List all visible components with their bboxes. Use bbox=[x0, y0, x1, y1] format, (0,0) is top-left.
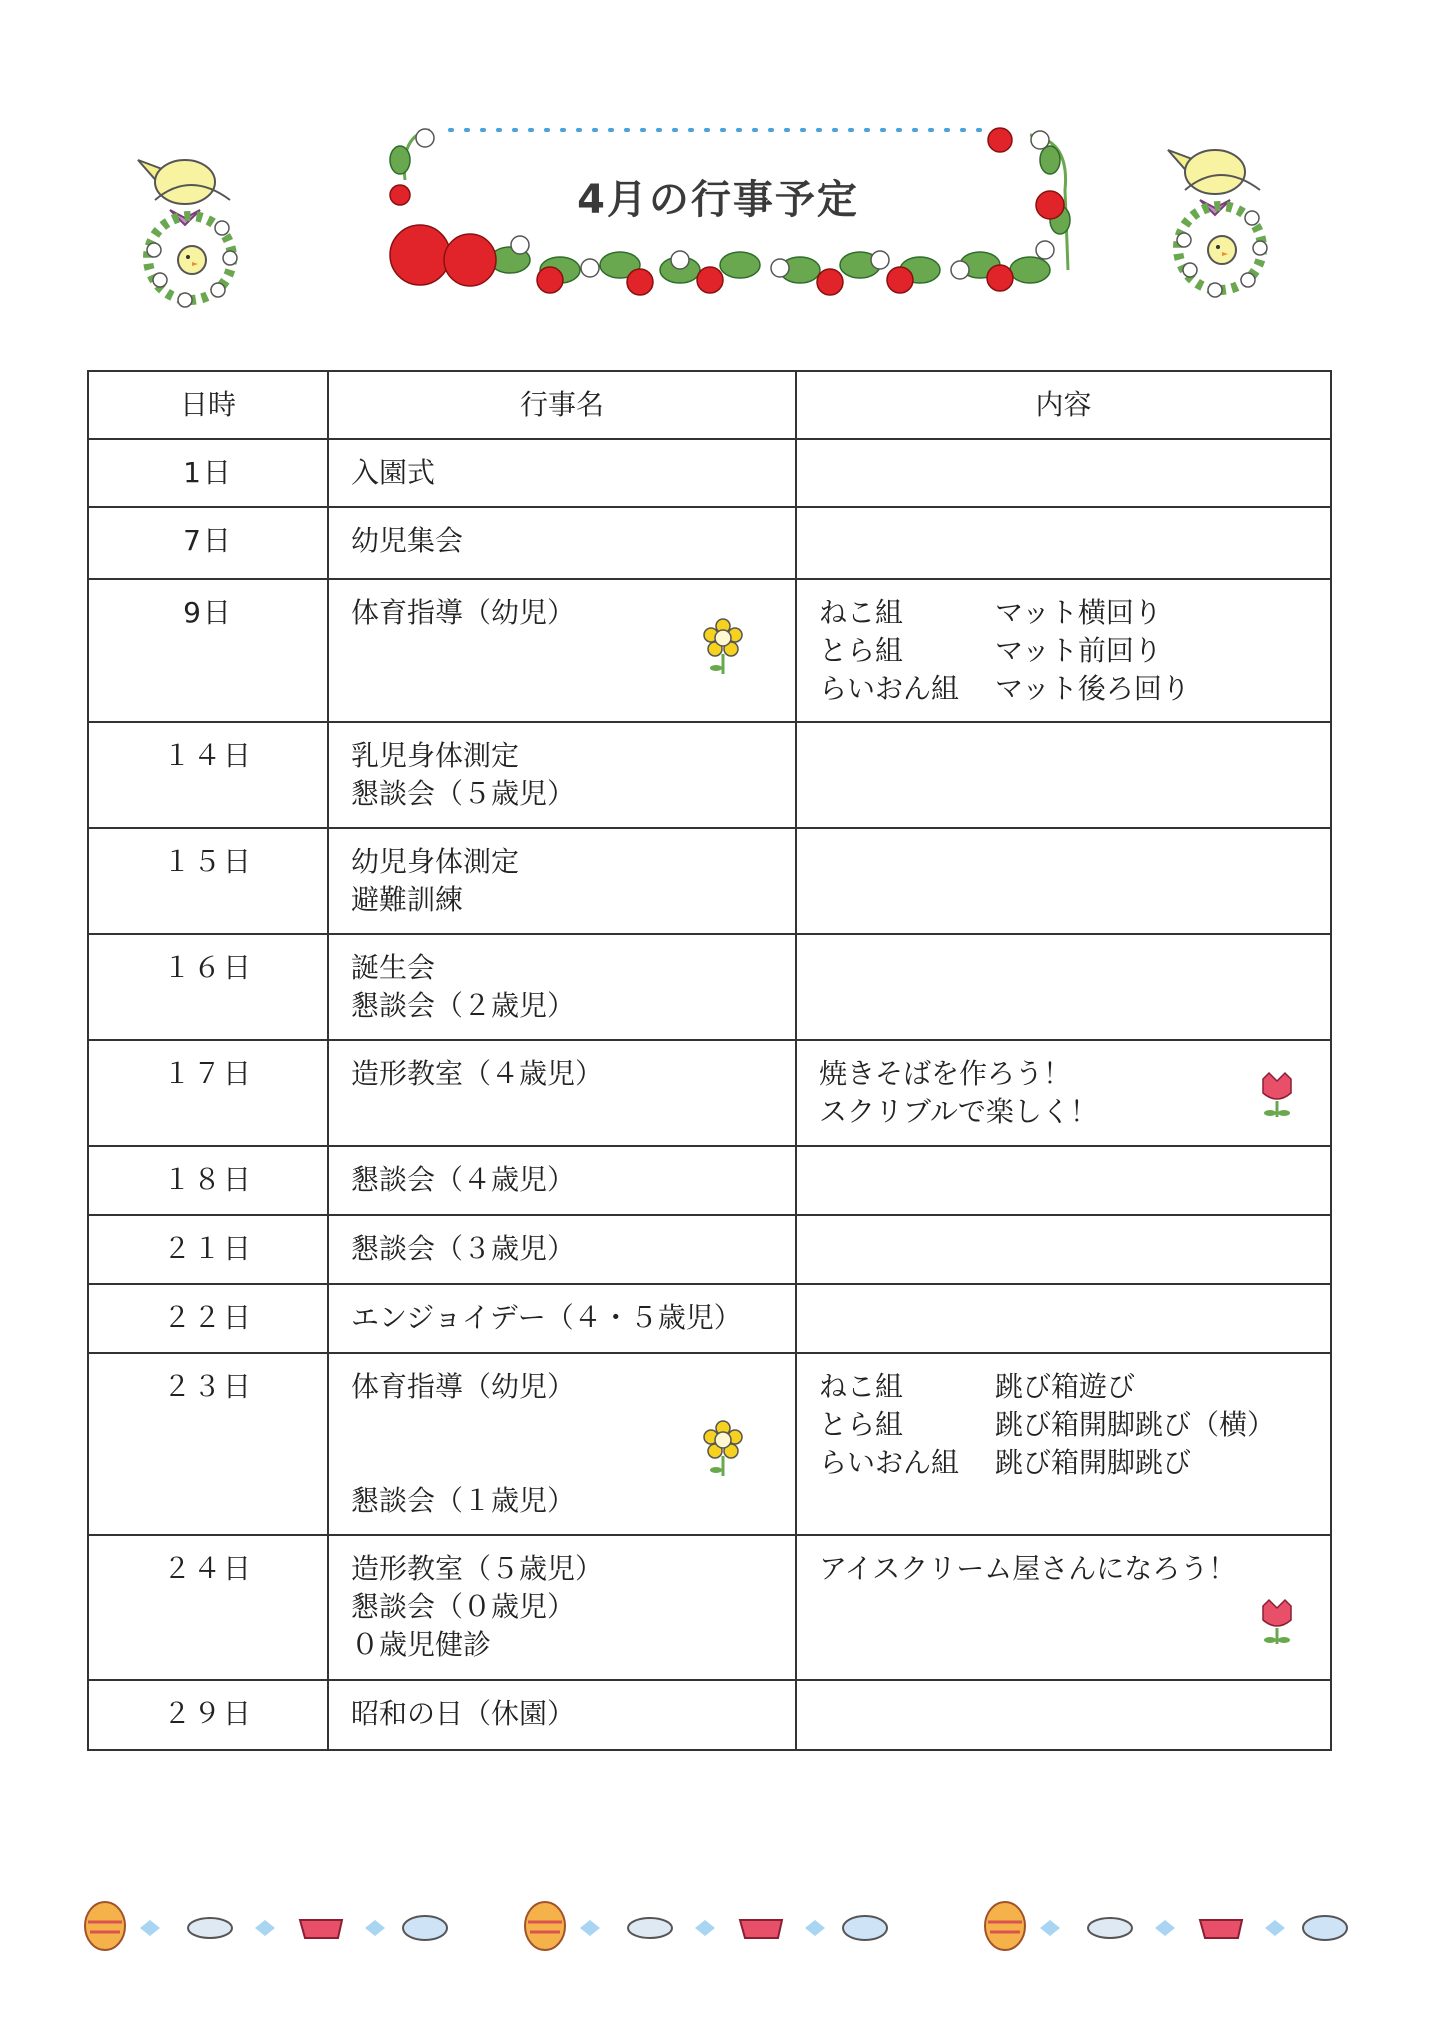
row-content bbox=[796, 439, 1331, 507]
row-content bbox=[796, 579, 1331, 722]
row-content bbox=[796, 1680, 1331, 1750]
row-date: １８日 bbox=[88, 1146, 328, 1215]
activity: 跳び箱開脚跳び bbox=[995, 1446, 1192, 1479]
table-row bbox=[88, 722, 1331, 828]
header-content: 内容 bbox=[796, 371, 1331, 439]
row-event bbox=[328, 1146, 796, 1215]
row-content bbox=[796, 1353, 1331, 1535]
content-line: スクリブルで楽しく！ bbox=[819, 1095, 1098, 1128]
class-name: らいおん組 bbox=[819, 1446, 960, 1479]
balloon-bird-border-icon bbox=[80, 1900, 1370, 1960]
row-date: 9日 bbox=[88, 579, 328, 722]
tulip-icon bbox=[1257, 1071, 1297, 1121]
row-event bbox=[328, 579, 796, 722]
row-date: ２４日 bbox=[88, 1535, 328, 1680]
table-row bbox=[88, 1680, 1331, 1750]
row-event bbox=[328, 1040, 796, 1146]
event-line: 懇談会（２歳児） bbox=[351, 989, 576, 1022]
event-line: 誕生会 bbox=[351, 951, 436, 984]
row-event bbox=[328, 1680, 796, 1750]
class-name: とら組 bbox=[819, 1408, 904, 1441]
row-date: 1日 bbox=[88, 439, 328, 507]
activity: マット前回り bbox=[995, 634, 1162, 667]
event-line: 懇談会（４歳児） bbox=[351, 1163, 576, 1196]
event-line: 懇談会（５歳児） bbox=[351, 777, 576, 810]
row-event bbox=[328, 934, 796, 1040]
table-row bbox=[88, 828, 1331, 934]
row-date: ２９日 bbox=[88, 1680, 328, 1750]
class-name: とら組 bbox=[819, 634, 904, 667]
table-row bbox=[88, 507, 1331, 579]
event-line: ０歳児健診 bbox=[351, 1628, 492, 1661]
table-row bbox=[88, 1146, 1331, 1215]
row-event bbox=[328, 1215, 796, 1284]
row-date: ２３日 bbox=[88, 1353, 328, 1535]
table-row bbox=[88, 579, 1331, 722]
event-line: 幼児身体測定 bbox=[351, 845, 520, 878]
row-content bbox=[796, 507, 1331, 579]
row-event bbox=[328, 722, 796, 828]
class-name: ねこ組 bbox=[819, 1370, 904, 1403]
table-row bbox=[88, 1353, 1331, 1535]
activity: 跳び箱遊び bbox=[995, 1370, 1136, 1403]
class-name: らいおん組 bbox=[819, 672, 960, 705]
event-line: エンジョイデー（４・５歳児） bbox=[351, 1301, 742, 1334]
row-event bbox=[328, 1353, 796, 1535]
event-line: 乳児身体測定 bbox=[351, 739, 520, 772]
header-event: 行事名 bbox=[328, 371, 796, 439]
title-banner bbox=[0, 0, 1436, 320]
row-content bbox=[796, 722, 1331, 828]
event-line: 造形教室（５歳児） bbox=[351, 1552, 604, 1585]
row-content bbox=[796, 1215, 1331, 1284]
header-date: 日時 bbox=[88, 371, 328, 439]
content-line bbox=[819, 670, 1310, 708]
table-row bbox=[88, 1284, 1331, 1353]
event-line: 体育指導（幼児） bbox=[351, 596, 576, 629]
event-line: 避難訓練 bbox=[351, 883, 464, 916]
row-event bbox=[328, 1535, 796, 1680]
row-date: １４日 bbox=[88, 722, 328, 828]
table-row bbox=[88, 1040, 1331, 1146]
row-content bbox=[796, 1146, 1331, 1215]
event-line: 造形教室（４歳児） bbox=[351, 1057, 604, 1090]
row-date: 7日 bbox=[88, 507, 328, 579]
table-row bbox=[88, 1215, 1331, 1284]
content-line bbox=[819, 632, 1310, 670]
row-event bbox=[328, 828, 796, 934]
row-date: ２１日 bbox=[88, 1215, 328, 1284]
row-date: ２２日 bbox=[88, 1284, 328, 1353]
schedule-table bbox=[87, 370, 1332, 1751]
table-header-row bbox=[88, 371, 1331, 439]
page-title: 4月の行事予定 bbox=[577, 177, 859, 223]
content-line: 焼きそばを作ろう！ bbox=[819, 1057, 1072, 1090]
row-content bbox=[796, 1284, 1331, 1353]
activity: マット後ろ回り bbox=[995, 672, 1190, 705]
row-date: １５日 bbox=[88, 828, 328, 934]
content-line bbox=[819, 1444, 1310, 1482]
flower-icon bbox=[701, 618, 745, 678]
content-line: アイスクリーム屋さんになろう！ bbox=[819, 1552, 1237, 1585]
event-line: 懇談会（０歳児） bbox=[351, 1590, 576, 1623]
event-line: 入園式 bbox=[351, 456, 436, 489]
row-event bbox=[328, 507, 796, 579]
row-date: １６日 bbox=[88, 934, 328, 1040]
table-row bbox=[88, 934, 1331, 1040]
event-line: 体育指導（幼児） bbox=[351, 1370, 576, 1403]
content-line bbox=[819, 1368, 1310, 1406]
row-content bbox=[796, 934, 1331, 1040]
event-line: 幼児集会 bbox=[351, 524, 464, 557]
row-date: １７日 bbox=[88, 1040, 328, 1146]
activity: マット横回り bbox=[995, 596, 1162, 629]
event-line: 昭和の日（休園） bbox=[351, 1697, 576, 1730]
table-row bbox=[88, 439, 1331, 507]
event-line: 懇談会（３歳児） bbox=[351, 1232, 576, 1265]
activity: 跳び箱開脚跳び（横） bbox=[995, 1408, 1276, 1441]
tulip-icon bbox=[1257, 1598, 1297, 1648]
content-line bbox=[819, 1406, 1310, 1444]
row-event bbox=[328, 1284, 796, 1353]
row-event bbox=[328, 439, 796, 507]
event-line: 懇談会（１歳児） bbox=[351, 1484, 576, 1517]
class-name: ねこ組 bbox=[819, 596, 904, 629]
row-content bbox=[796, 1040, 1331, 1146]
row-content bbox=[796, 1535, 1331, 1680]
content-line bbox=[819, 594, 1310, 632]
flower-icon bbox=[701, 1420, 745, 1480]
row-content bbox=[796, 828, 1331, 934]
table-row bbox=[88, 1535, 1331, 1680]
